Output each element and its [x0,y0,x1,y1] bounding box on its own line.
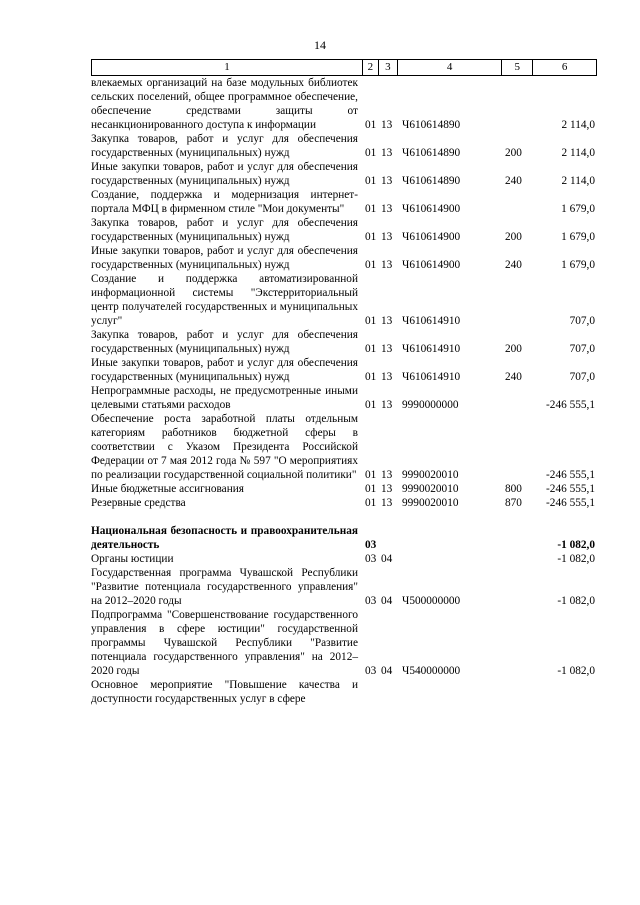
row-target-article: Ч610614910 [402,315,461,327]
table-row [91,566,597,608]
row-section-code: 01 [365,399,377,411]
row-amount: 707,0 [569,371,595,383]
table-row [91,328,597,356]
row-section-code: 03 [365,553,377,565]
row-target-article: Ч610614910 [402,343,461,355]
row-expense-type: 200 [505,231,522,243]
header-col-1: 1 [224,61,230,73]
row-target-article: Ч610614890 [402,119,461,131]
row-description: Создание и поддержка автоматизированной информационной системы "Экстерриториальный центр получателей государственных и муниципальных услуг" [91,273,358,327]
header-col-6: 6 [532,60,596,75]
row-amount: 2 114,0 [561,175,595,187]
row-subsection-code: 13 [381,343,393,355]
row-amount: -246 555,1 [546,483,595,495]
row-target-article: Ч610614890 [402,147,461,159]
row-amount: 1 679,0 [561,203,595,215]
row-target-article: Ч610614910 [402,371,461,383]
table-row [91,552,597,566]
row-amount: -246 555,1 [546,497,595,509]
row-section-code: 03 [365,539,377,551]
row-description: Создание, поддержка и модернизация интернет-портала МФЦ в фирменном стиле "Мои документы" [91,189,358,215]
row-section-code: 01 [365,147,377,159]
row-amount: -246 555,1 [546,399,595,411]
table-row [91,608,597,678]
row-expense-type: 240 [505,371,522,383]
table-row [91,524,597,552]
row-description: Закупка товаров, работ и услуг для обеспечения государственных (муниципальных) нужд [91,329,358,355]
row-section-code: 01 [365,175,377,187]
row-target-article: Ч610614900 [402,203,461,215]
row-description: Органы юстиции [91,553,174,565]
table-spacer [91,510,597,524]
row-subsection-code: 13 [381,371,393,383]
row-description: Закупка товаров, работ и услуг для обеспечения государственных (муниципальных) нужд [91,133,358,159]
row-amount: -1 082,0 [557,665,595,677]
table-row [91,76,597,132]
table-row [91,160,597,188]
row-description: Государственная программа Чувашской Республики "Развитие потенциала государственного управления" на 2012–2020 годы [91,567,358,607]
row-section-code: 01 [365,259,377,271]
row-subsection-code: 13 [381,497,393,509]
row-target-article: Ч610614900 [402,259,461,271]
table-body [91,76,597,706]
row-description: Иные закупки товаров, работ и услуг для обеспечения государственных (муниципальных) нужд [91,161,358,187]
row-expense-type: 870 [505,497,522,509]
row-description: Непрограммные расходы, не предусмотренные иными целевыми статьями расходов [91,385,358,411]
row-subsection-code: 13 [381,203,393,215]
header-col-3: 3 [378,60,397,75]
header-col-2: 2 [362,60,378,75]
row-description: Подпрограмма "Совершенствование государственного управления в сфере юстиции" государственной программы Чувашской Республики "Развитие потенциала государственного управления" на 2012–2020 годы [91,609,358,677]
table-row [91,678,597,706]
row-expense-type: 200 [505,147,522,159]
row-target-article: 9990020010 [402,497,459,509]
row-description: Иные бюджетные ассигнования [91,483,244,495]
row-amount: 707,0 [569,315,595,327]
row-section-code: 01 [365,343,377,355]
table-row [91,216,597,244]
row-amount: 2 114,0 [561,119,595,131]
row-section-code: 01 [365,203,377,215]
table-row [91,482,597,496]
row-expense-type: 800 [505,483,522,495]
row-amount: -1 082,0 [557,595,595,607]
table-row [91,244,597,272]
row-section-code: 01 [365,231,377,243]
row-description: Обеспечение роста заработной платы отдельным категориям работников бюджетной сферы в соответствии с Указом Президента Российской Федерации от 7 мая 2012 года № 597 "О мероприятиях по реализации государственной социальной политики" [91,413,358,481]
row-amount: -246 555,1 [546,469,595,481]
row-subsection-code: 04 [381,595,393,607]
row-subsection-code: 13 [381,483,393,495]
table-row [91,356,597,384]
row-amount: -1 082,0 [557,553,595,565]
row-subsection-code: 13 [381,119,393,131]
row-description: влекаемых организаций на базе модульных библиотек сельских поселений, общее программное обеспечение, обеспечение средствами защиты от несанкционированного доступа к информации [91,77,358,131]
table-row [91,412,597,482]
row-section-code: 03 [365,665,377,677]
row-subsection-code: 13 [381,469,393,481]
table-row [91,272,597,328]
row-subsection-code: 13 [381,259,393,271]
row-description: Национальная безопасность и правоохранительная деятельность [91,525,358,551]
row-section-code: 01 [365,119,377,131]
row-target-article: Ч540000000 [402,665,461,677]
row-section-code: 01 [365,371,377,383]
row-amount: 707,0 [569,343,595,355]
row-amount: 1 679,0 [561,231,595,243]
row-expense-type: 200 [505,343,522,355]
table-row [91,384,597,412]
row-target-article: Ч610614900 [402,231,461,243]
row-subsection-code: 13 [381,231,393,243]
row-description: Иные закупки товаров, работ и услуг для обеспечения государственных (муниципальных) нужд [91,357,358,383]
row-section-code: 01 [365,497,377,509]
row-target-article: Ч500000000 [402,595,461,607]
row-subsection-code: 13 [381,147,393,159]
row-section-code: 01 [365,315,377,327]
row-target-article: 9990000000 [402,399,459,411]
table-row [91,132,597,160]
row-subsection-code: 13 [381,175,393,187]
row-description: Основное мероприятие "Повышение качества и доступности государственных услуг в сфере [91,679,358,705]
budget-table [91,59,597,706]
header-col-4: 4 [397,60,502,75]
row-amount: 1 679,0 [561,259,595,271]
row-expense-type: 240 [505,259,522,271]
table-header [91,59,597,76]
table-row [91,188,597,216]
row-subsection-code: 04 [381,553,393,565]
row-section-code: 01 [365,483,377,495]
row-description: Резервные средства [91,497,186,509]
page-number: 14 [314,38,326,52]
row-subsection-code: 13 [381,315,393,327]
row-description: Закупка товаров, работ и услуг для обеспечения государственных (муниципальных) нужд [91,217,358,243]
row-target-article: 9990020010 [402,483,459,495]
header-col-5: 5 [501,60,532,75]
row-amount: 2 114,0 [561,147,595,159]
row-target-article: Ч610614890 [402,175,461,187]
row-expense-type: 240 [505,175,522,187]
row-subsection-code: 04 [381,665,393,677]
row-section-code: 01 [365,469,377,481]
table-row [91,496,597,510]
row-amount: -1 082,0 [557,539,595,551]
row-description: Иные закупки товаров, работ и услуг для обеспечения государственных (муниципальных) нужд [91,245,358,271]
row-subsection-code: 13 [381,399,393,411]
row-section-code: 03 [365,595,377,607]
row-target-article: 9990020010 [402,469,459,481]
